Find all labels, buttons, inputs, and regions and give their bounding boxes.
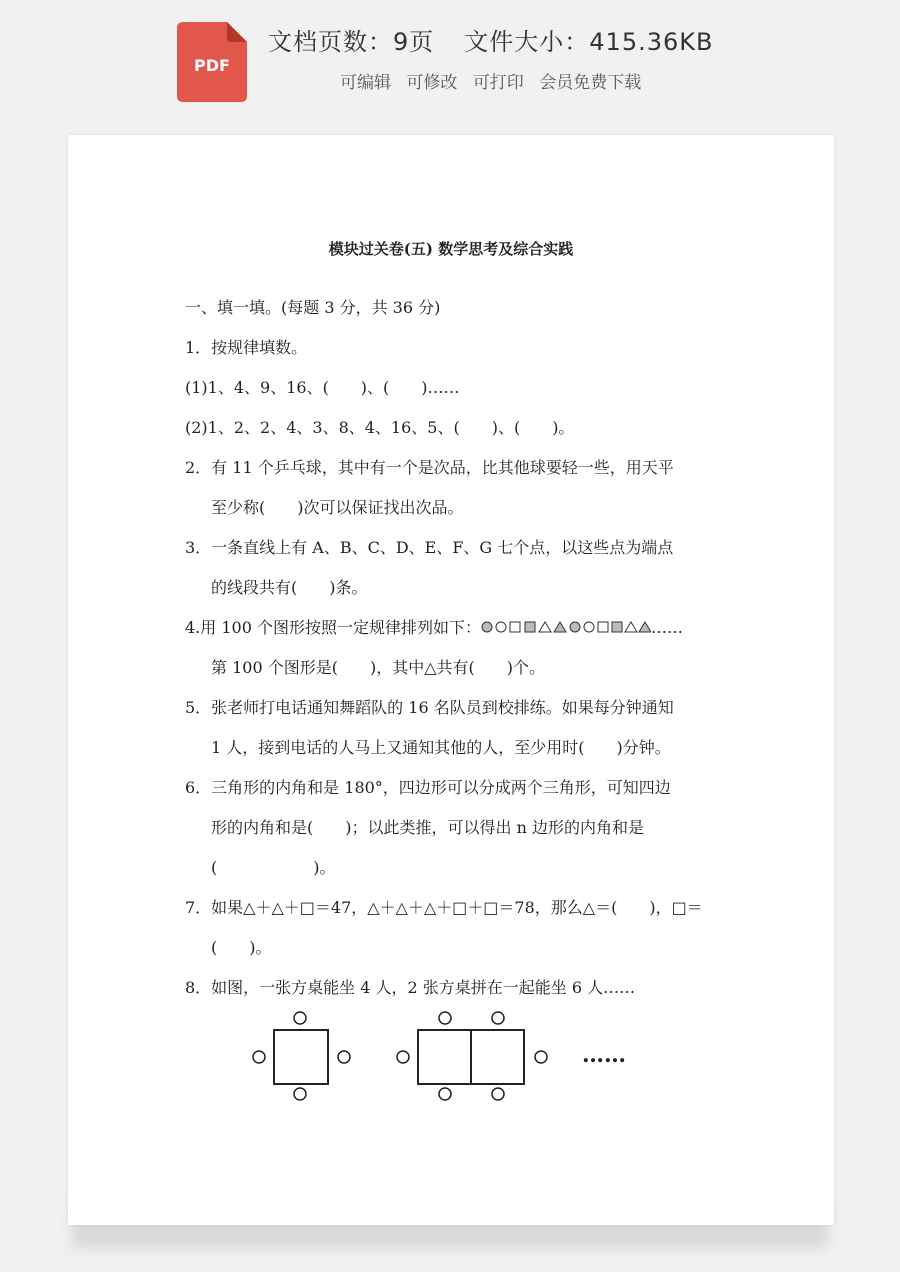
pdf-badge-label: PDF — [194, 56, 230, 75]
question-1-part-2: (2)1、2、2、4、3、8、4、16、5、( )、( )。 — [185, 418, 575, 437]
question-7-line-1: 7．如果△＋△＋□＝47，△＋△＋△＋□＋□＝78，那么△＝( )，□＝ — [185, 898, 703, 917]
question-4-line-1 — [185, 618, 683, 638]
feature-modifiable: 可修改 — [406, 73, 458, 93]
question-4-text: 4.用 100 个图形按照一定规律排列如下： — [185, 618, 481, 637]
question-8: 8．如图，一张方桌能坐 4 人，2 张方桌拼在一起能坐 6 人…… — [185, 978, 636, 997]
question-6-line-3: ( )。 — [211, 858, 336, 877]
table-seating-figure — [248, 1005, 668, 1105]
feature-printable: 可打印 — [472, 73, 524, 93]
question-4-line-2: 第 100 个图形是( )，其中△共有( )个。 — [211, 658, 545, 677]
question-1: 1．按规律填数。 — [185, 338, 308, 357]
question-3-line-1: 3．一条直线上有 A、B、C、D、E、F、G 七个点，以这些点为端点 — [185, 538, 674, 557]
question-2-line-2: 至少称( )次可以保证找出次品。 — [211, 498, 464, 517]
pdf-file-icon — [177, 22, 247, 102]
question-5-line-2: 1 人，接到电话的人马上又通知其他的人，至少用时( )分钟。 — [211, 738, 671, 757]
document-page — [68, 135, 834, 1225]
question-5-line-1: 5．张老师打电话通知舞蹈队的 16 名队员到校排练。如果每分钟通知 — [185, 698, 674, 717]
question-4-ellipsis: …… — [650, 618, 683, 637]
shape-sequence-icon — [481, 620, 651, 634]
page-count: 文档页数：9页 — [268, 28, 435, 56]
question-3-line-2: 的线段共有( )条。 — [211, 578, 368, 597]
feature-list — [340, 68, 651, 93]
figure-ellipsis: …… — [582, 1042, 626, 1068]
file-info-header — [0, 0, 900, 120]
question-7-line-2: ( )。 — [211, 938, 272, 957]
question-2-line-1: 2．有 11 个乒乓球，其中有一个是次品，比其他球要轻一些，用天平 — [185, 458, 674, 477]
question-1-part-1: (1)1、4、9、16、( )、( )…… — [185, 378, 460, 397]
two-table-diagram — [397, 1012, 547, 1100]
single-table-diagram — [253, 1012, 350, 1100]
section-heading: 一、填一填。(每题 3 分，共 36 分) — [185, 298, 441, 317]
file-meta — [268, 22, 713, 57]
feature-member-download: 会员免费下载 — [539, 73, 642, 93]
file-size: 文件大小：415.36KB — [464, 28, 714, 56]
feature-editable: 可编辑 — [340, 73, 391, 93]
document-title: 模块过关卷(五) 数学思考及综合实践 — [328, 240, 574, 258]
question-6-line-2: 形的内角和是( )；以此类推，可以得出 n 边形的内角和是 — [211, 818, 644, 837]
question-6-line-1: 6．三角形的内角和是 180°，四边形可以分成两个三角形，可知四边 — [185, 778, 671, 797]
